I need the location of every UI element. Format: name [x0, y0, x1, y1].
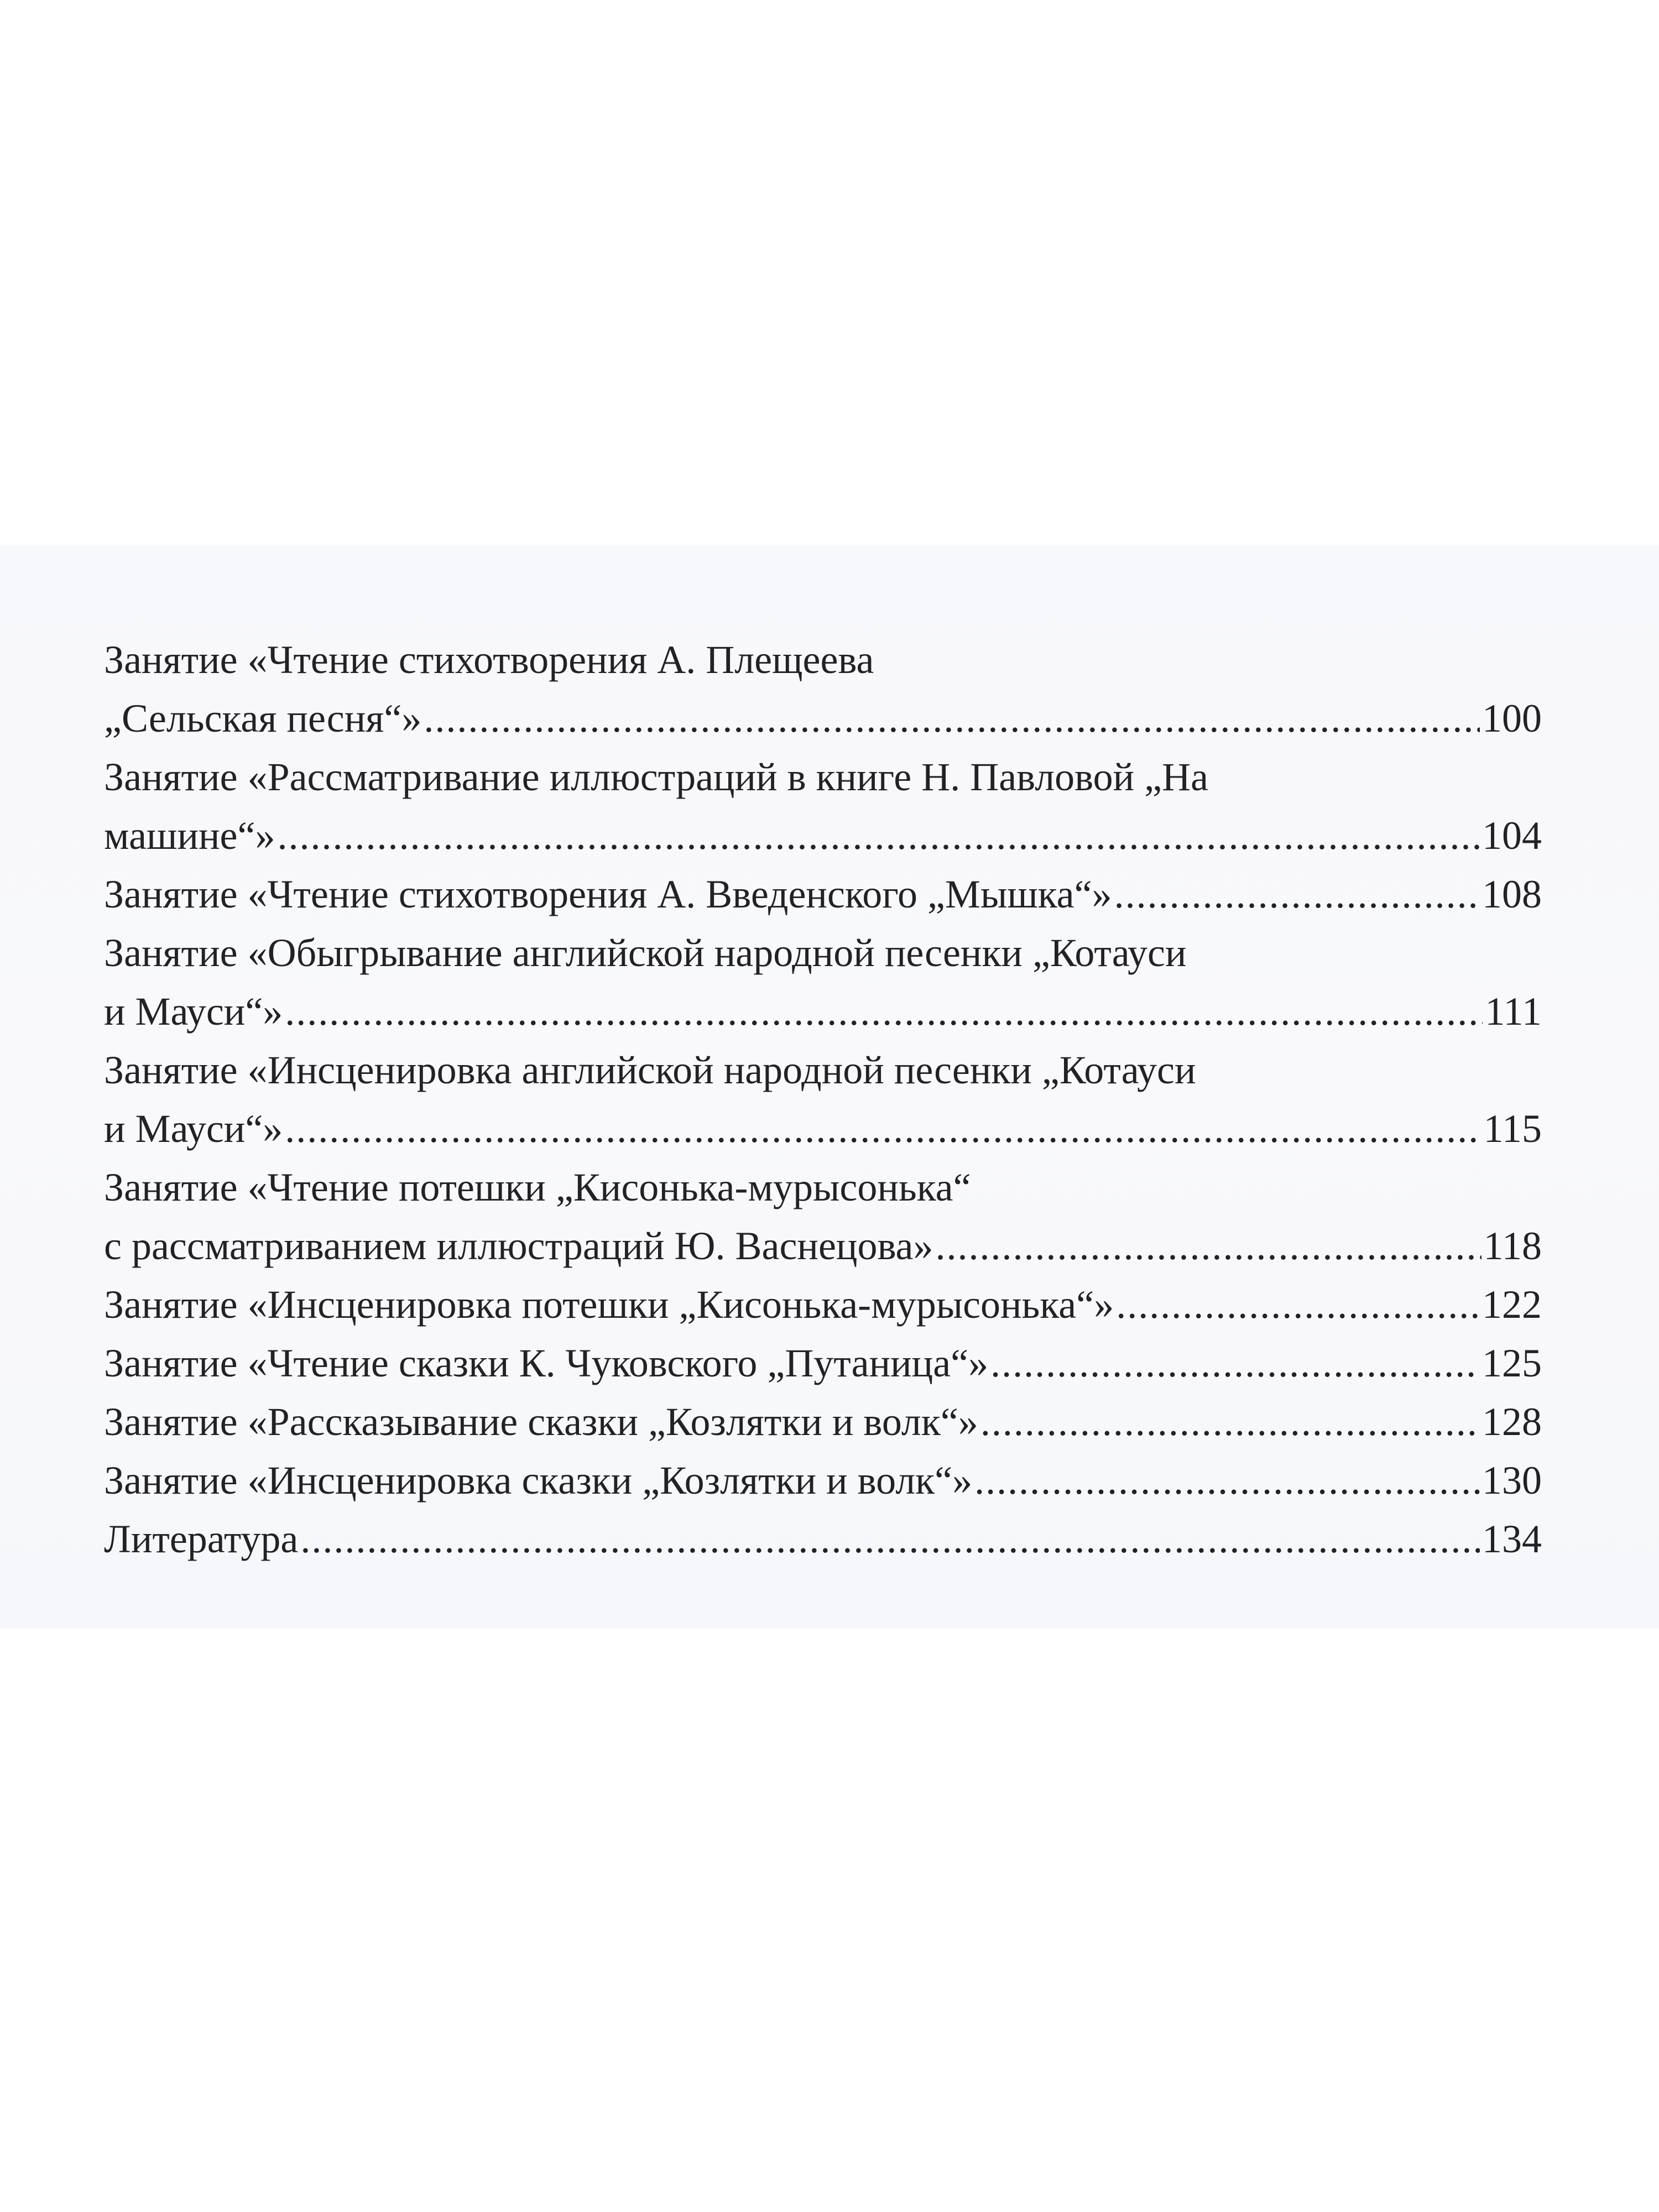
toc-entry-title: Занятие «Инсценировка английской народной песенки „Котауси: [104, 1048, 1196, 1092]
toc-line: [104, 748, 1542, 806]
toc-line: [104, 865, 1542, 924]
leader-dots: [285, 1099, 1481, 1158]
toc-line: [104, 630, 1542, 689]
toc-line: [104, 1392, 1542, 1451]
leader-dots: [935, 1217, 1481, 1275]
toc-page-number: 115: [1483, 1107, 1542, 1151]
toc-page-number: 130: [1482, 1458, 1542, 1503]
toc-line: [104, 924, 1542, 982]
toc-page-number: 128: [1482, 1400, 1542, 1444]
toc-page-number: 104: [1482, 813, 1542, 858]
leader-dots: [1116, 1275, 1480, 1334]
toc-page-number: 108: [1482, 872, 1542, 916]
leader-dots: [300, 1510, 1480, 1568]
toc-entry-title: Литература: [104, 1517, 299, 1561]
toc-entry-title: Занятие «Рассматривание иллюстраций в книге Н. Павловой „На: [104, 755, 1209, 799]
toc-entry-title: машине“»: [104, 813, 275, 858]
toc-entry-title: Занятие «Чтение сказки К. Чуковского „Путаница“»: [104, 1341, 989, 1385]
toc-line: [104, 1334, 1542, 1392]
toc-page-number: 111: [1485, 989, 1542, 1034]
leader-dots: [1114, 865, 1480, 924]
toc-line: [104, 1158, 1542, 1217]
leader-dots: [980, 1392, 1480, 1451]
toc-line: [104, 1041, 1542, 1099]
table-of-contents: [104, 630, 1542, 1568]
toc-line: [104, 689, 1542, 748]
toc-entry-title: Занятие «Инсценировка потешки „Кисонька-мурысонька“»: [104, 1282, 1114, 1327]
toc-line: [104, 1275, 1542, 1334]
toc-page-number: 122: [1482, 1282, 1542, 1327]
toc-line: [104, 1451, 1542, 1510]
toc-entry-title: и Мауси“»: [104, 1107, 283, 1151]
toc-entry-title: Занятие «Обыгрывание английской народной песенки „Котауси: [104, 931, 1187, 975]
toc-line: [104, 982, 1542, 1041]
toc-page-number: 118: [1483, 1224, 1542, 1268]
toc-entry-title: Занятие «Чтение стихотворения А. Введенского „Мышка“»: [104, 872, 1112, 916]
leader-dots: [424, 689, 1480, 748]
toc-entry-title: и Мауси“»: [104, 989, 283, 1034]
toc-entry-title: с рассматриванием иллюстраций Ю. Васнецова»: [104, 1224, 933, 1268]
toc-entry-title: Занятие «Рассказывание сказки „Козлятки и волк“»: [104, 1400, 978, 1444]
leader-dots: [277, 806, 1480, 865]
leader-dots: [974, 1451, 1480, 1510]
leader-dots: [285, 982, 1483, 1041]
toc-entry-title: Занятие «Чтение стихотворения А. Плещеева: [104, 638, 874, 682]
toc-line: [104, 1510, 1542, 1568]
toc-page-number: 125: [1482, 1341, 1542, 1385]
toc-line: [104, 1099, 1542, 1158]
toc-entry-title: Занятие «Чтение потешки „Кисонька-мурысонька“: [104, 1165, 971, 1209]
toc-entry-title: „Сельская песня“»: [104, 696, 422, 740]
toc-entry-title: Занятие «Инсценировка сказки „Козлятки и волк“»: [104, 1458, 973, 1503]
leader-dots: [990, 1334, 1480, 1392]
toc-page-number: 134: [1482, 1517, 1542, 1561]
toc-page-number: 100: [1482, 696, 1542, 740]
toc-line: [104, 806, 1542, 865]
toc-line: [104, 1217, 1542, 1275]
